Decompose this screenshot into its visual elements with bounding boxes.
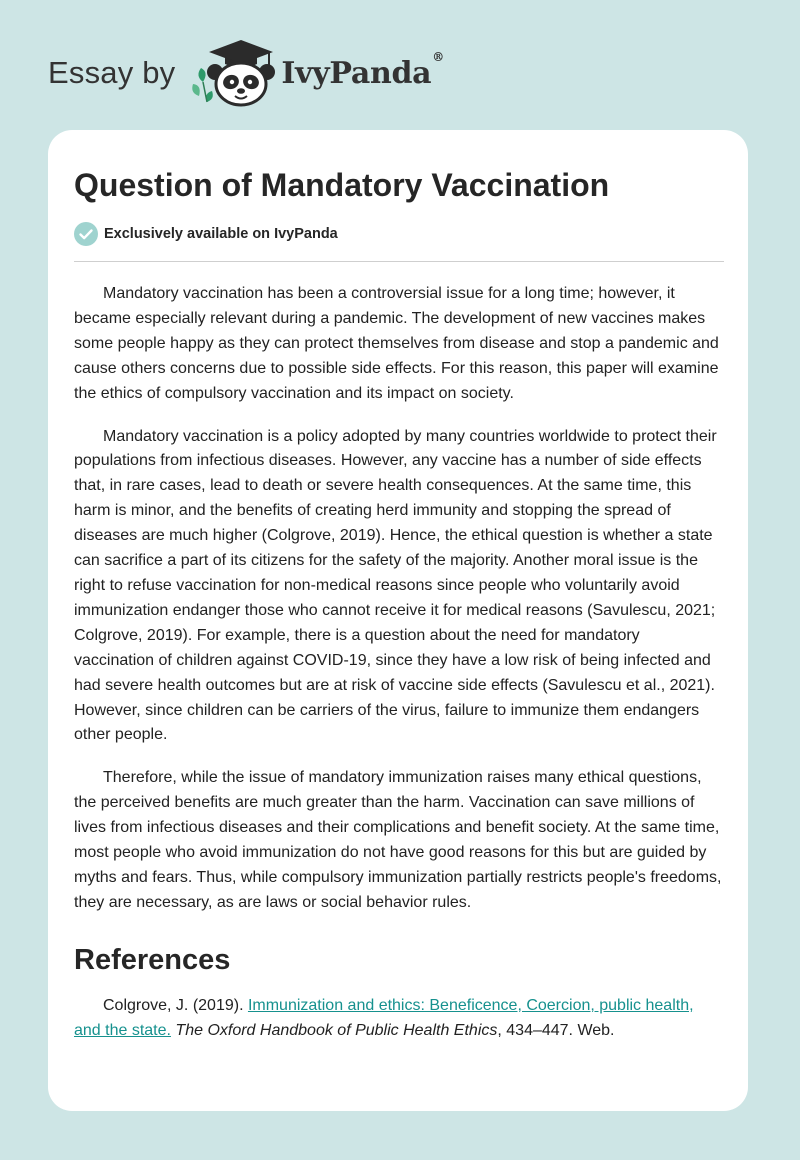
essay-card (48, 130, 748, 1111)
paragraph: Therefore, while the issue of mandatory immunization raises many ethical questions, the perceived benefits are much greater than the harm. Vaccination can save millions of lives from infectious diseases and their complications and benefit society. At the same time, most people who avoid immunization do not have good reasons for this but are guided by myths and fears. Thus, while compulsory immunization partially restricts people's freedoms, they are necessary, as are laws or social behavior rules. (74, 769, 722, 911)
paragraph: Mandatory vaccination is a policy adopted by many countries worldwide to protect their populations from infectious diseases. However, any vaccine has a number of side effects that, in rare cases, lead to death or severe health consequences. At the same time, this harm is minor, and the benefits of creating herd immunity and stopping the spread of diseases are much higher (Colgrove, 2019). Hence, the ethical question is whether a state can sacrifice a part of its citizens for the safety of the majority. Another moral issue is the right to refuse vaccination for non-medical reasons since people who voluntarily avoid immunization endanger those who cannot receive it for medical reasons (Savulescu, 2021; Colgrove, 2019). For example, there is a question about the need for mandatory vaccination of children against COVID-19, since they have a low risk of being infected and had severe health outcomes but are at risk of vaccine side effects (Savulescu et al., 2021). However, since children can be carriers of the virus, failure to immunize them endangers other people. (74, 427, 717, 744)
essay-body (74, 282, 724, 1044)
references-heading: References (74, 943, 231, 976)
reference-source: The Oxford Handbook of Public Health Ethics (175, 1021, 498, 1039)
check-circle-icon (74, 222, 98, 246)
brand-prefix: Essay by (48, 55, 176, 90)
reference-author: Colgrove, J. (2019). (103, 996, 248, 1014)
page-title: Question of Mandatory Vaccination (74, 167, 610, 203)
brand-header[interactable] (48, 38, 444, 108)
panda-logo-icon (189, 38, 279, 108)
divider (74, 261, 724, 262)
reference-link[interactable]: Immunization and ethics: Beneficence, Coercion, public health, and the state. (74, 996, 694, 1039)
reference-tail: , 434–447. Web. (497, 1021, 615, 1039)
brand-name (281, 49, 444, 91)
reference-entry (74, 994, 724, 1044)
registered-mark: ® (432, 49, 444, 64)
paragraph: Mandatory vaccination has been a controversial issue for a long time; however, it became especially relevant during a pandemic. The development of new vaccines makes some people happy as they can protect themselves from disease and stop a pandemic and cause others concerns due to possible side effects. For this reason, this paper will examine the ethics of compulsory vaccination and its impact on society. (74, 285, 719, 402)
exclusive-badge (74, 222, 338, 246)
exclusive-label: Exclusively available on IvyPanda (104, 226, 338, 242)
brand-name-text: IvyPanda (281, 55, 432, 91)
